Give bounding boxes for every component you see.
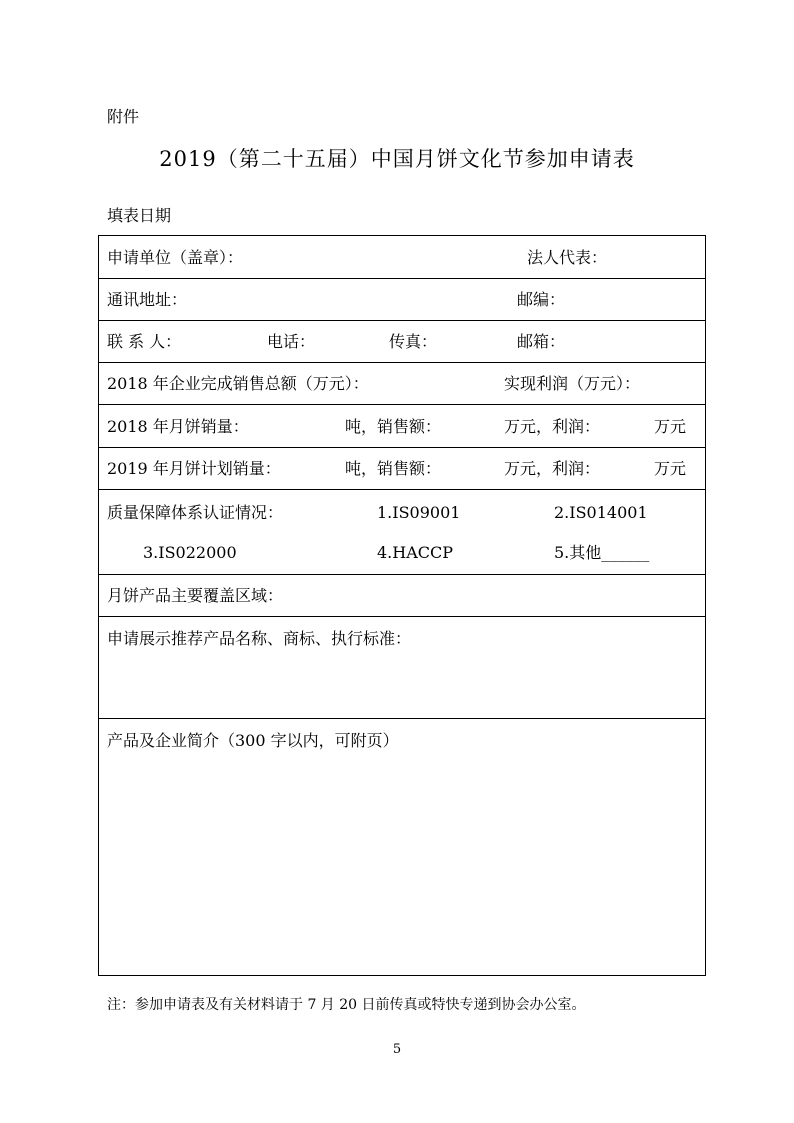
row-contact [99, 321, 705, 363]
email-label: 邮箱： [517, 332, 566, 351]
postcode-label: 邮编： [517, 290, 566, 309]
row-address [99, 279, 705, 321]
row-company-intro [99, 719, 705, 975]
contact-person-label: 联 系 人： [107, 332, 182, 351]
phone-label: 电话： [267, 332, 316, 351]
profit-label: 实现利润（万元）： [504, 374, 641, 393]
row-2019-plan [99, 448, 705, 490]
page-title: 2019（第二十五届）中国月饼文化节参加申请表 [159, 147, 635, 171]
cert-option-other: 5.其他______ [554, 543, 650, 562]
row-quality-certification [99, 490, 705, 575]
company-intro-label: 产品及企业简介（300 字以内，可附页） [107, 731, 399, 750]
row-coverage-area [99, 575, 705, 617]
cert-option-iso9001: 1.IS09001 [377, 503, 461, 522]
fax-label: 传真： [389, 332, 438, 351]
sales-2018-wan-profit-label: 万元，利润： [504, 417, 601, 436]
sales-total-label: 2018 年企业完成销售总额（万元）： [107, 374, 369, 393]
cert-option-iso14001: 2.IS014001 [554, 503, 648, 522]
plan-2019-wan-label: 万元 [654, 459, 687, 478]
application-form-table [98, 235, 706, 976]
row-recommended-products [99, 617, 705, 719]
row-2018-sales [99, 405, 705, 448]
page-number: 5 [392, 1042, 402, 1057]
footnote: 注：参加申请表及有关材料请于 7 月 20 日前传真或特快专递到协会办公室。 [107, 997, 586, 1013]
coverage-area-label: 月饼产品主要覆盖区域： [107, 586, 284, 605]
plan-2019-tons-label: 吨，销售额： [345, 459, 442, 478]
quality-cert-label: 质量保障体系认证情况： [107, 503, 284, 522]
recommended-products-label: 申请展示推荐产品名称、商标、执行标准： [107, 629, 412, 648]
legal-representative-label: 法人代表： [527, 248, 608, 267]
plan-2019-wan-profit-label: 万元，利润： [504, 459, 601, 478]
row-sales-total [99, 363, 705, 405]
sales-2018-wan-label: 万元 [654, 417, 687, 436]
applicant-unit-label: 申请单位（盖章）： [107, 248, 244, 267]
sales-2018-tons-label: 吨，销售额： [345, 417, 442, 436]
row-applicant [99, 236, 705, 279]
plan-2019-label: 2019 年月饼计划销量： [107, 459, 281, 478]
address-label: 通讯地址： [107, 290, 188, 309]
cert-option-iso22000: 3.IS022000 [143, 543, 237, 562]
attachment-label: 附件 [107, 107, 140, 126]
sales-2018-label: 2018 年月饼销量： [107, 417, 249, 436]
fill-date-label: 填表日期 [107, 206, 172, 225]
cert-option-haccp: 4.HACCP [377, 543, 454, 562]
